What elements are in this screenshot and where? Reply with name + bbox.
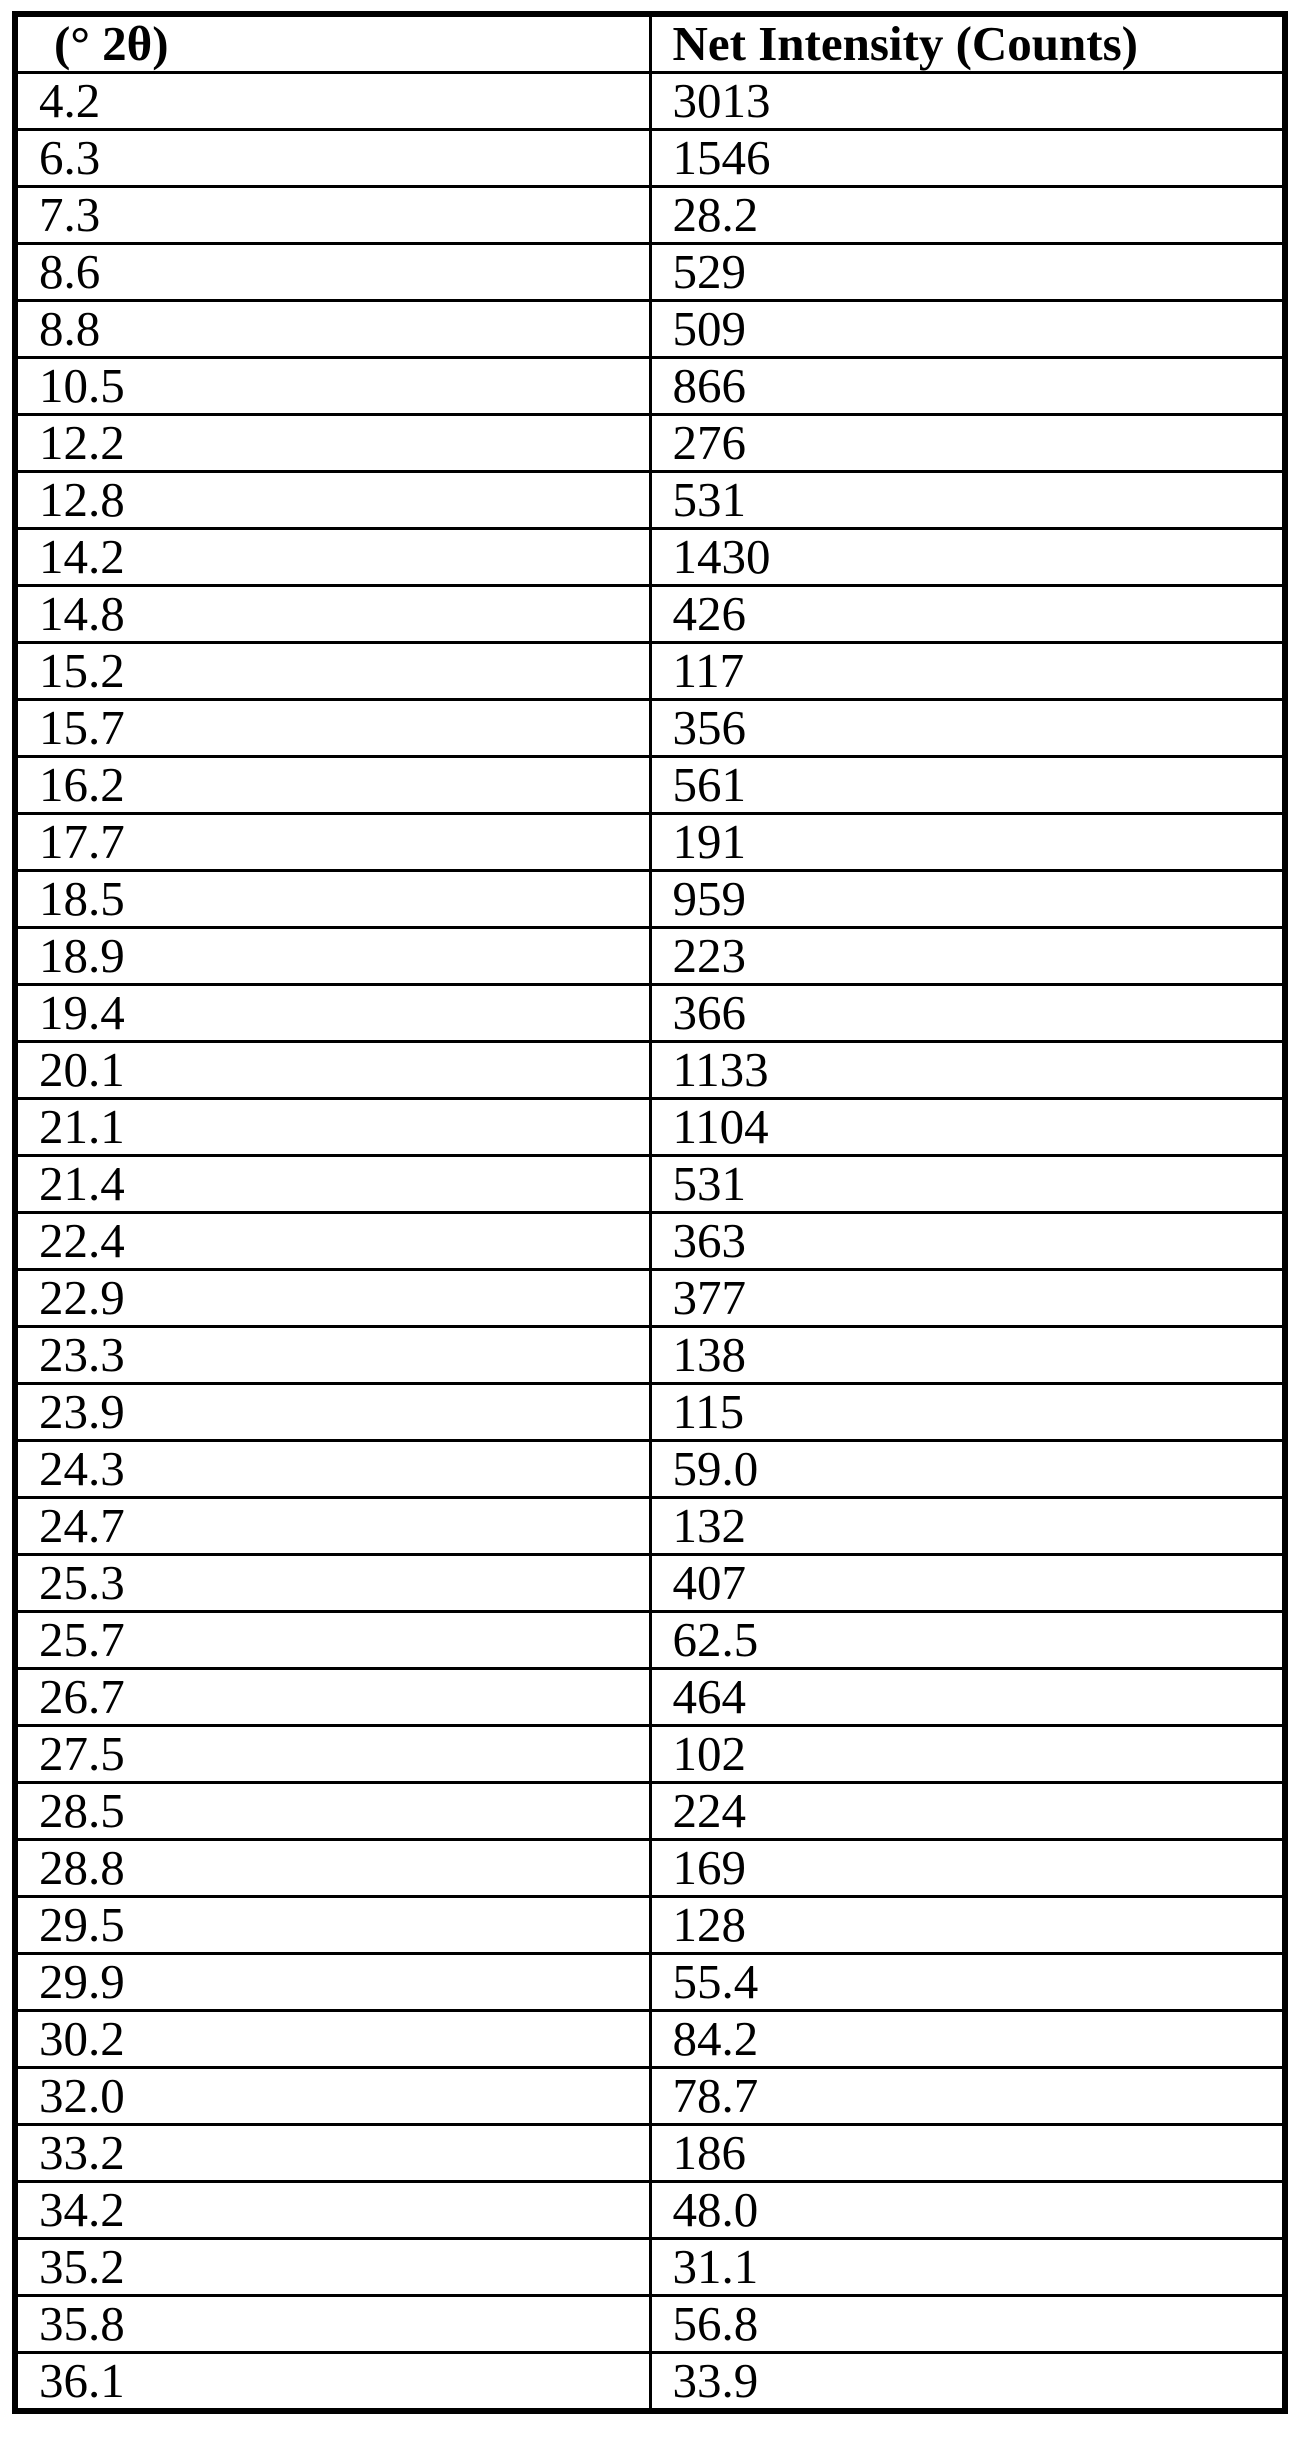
cell-angle: 4.2 — [15, 73, 650, 130]
cell-angle: 35.2 — [15, 2239, 650, 2296]
cell-intensity: 1133 — [650, 1042, 1285, 1099]
cell-intensity: 84.2 — [650, 2011, 1285, 2068]
cell-angle: 29.5 — [15, 1897, 650, 1954]
cell-intensity: 186 — [650, 2125, 1285, 2182]
table-row — [15, 1840, 1285, 1897]
table-row — [15, 871, 1285, 928]
cell-intensity: 28.2 — [650, 187, 1285, 244]
table-row — [15, 244, 1285, 301]
cell-angle: 12.2 — [15, 415, 650, 472]
table-row — [15, 928, 1285, 985]
cell-angle: 17.7 — [15, 814, 650, 871]
cell-intensity: 102 — [650, 1726, 1285, 1783]
table-row — [15, 1042, 1285, 1099]
cell-intensity: 531 — [650, 1156, 1285, 1213]
cell-angle: 8.6 — [15, 244, 650, 301]
cell-angle: 21.4 — [15, 1156, 650, 1213]
cell-intensity: 363 — [650, 1213, 1285, 1270]
cell-angle: 32.0 — [15, 2068, 650, 2125]
cell-angle: 23.3 — [15, 1327, 650, 1384]
table-row — [15, 1270, 1285, 1327]
table-row — [15, 1384, 1285, 1441]
table-row — [15, 1099, 1285, 1156]
xrd-peak-table — [12, 11, 1288, 2414]
cell-intensity: 509 — [650, 301, 1285, 358]
table-row — [15, 1156, 1285, 1213]
cell-intensity: 138 — [650, 1327, 1285, 1384]
table-row — [15, 2296, 1285, 2353]
cell-angle: 29.9 — [15, 1954, 650, 2011]
cell-angle: 23.9 — [15, 1384, 650, 1441]
cell-angle: 28.8 — [15, 1840, 650, 1897]
cell-angle: 10.5 — [15, 358, 650, 415]
table-row — [15, 1897, 1285, 1954]
cell-intensity: 55.4 — [650, 1954, 1285, 2011]
cell-angle: 24.3 — [15, 1441, 650, 1498]
cell-intensity: 959 — [650, 871, 1285, 928]
cell-intensity: 3013 — [650, 73, 1285, 130]
table-header — [15, 14, 1285, 73]
table-row — [15, 1783, 1285, 1840]
cell-intensity: 117 — [650, 643, 1285, 700]
table-row — [15, 1441, 1285, 1498]
cell-intensity: 1104 — [650, 1099, 1285, 1156]
table-row — [15, 586, 1285, 643]
cell-angle: 22.4 — [15, 1213, 650, 1270]
table-row — [15, 2011, 1285, 2068]
cell-intensity: 561 — [650, 757, 1285, 814]
cell-intensity: 128 — [650, 1897, 1285, 1954]
cell-angle: 7.3 — [15, 187, 650, 244]
table-row — [15, 415, 1285, 472]
cell-angle: 22.9 — [15, 1270, 650, 1327]
header-row — [15, 14, 1285, 73]
cell-intensity: 78.7 — [650, 2068, 1285, 2125]
table-row — [15, 1498, 1285, 1555]
cell-angle: 34.2 — [15, 2182, 650, 2239]
table-body — [15, 73, 1285, 2412]
table-row — [15, 73, 1285, 130]
table-row — [15, 358, 1285, 415]
cell-intensity: 464 — [650, 1669, 1285, 1726]
cell-angle: 18.5 — [15, 871, 650, 928]
cell-angle: 18.9 — [15, 928, 650, 985]
cell-intensity: 377 — [650, 1270, 1285, 1327]
cell-intensity: 866 — [650, 358, 1285, 415]
cell-intensity: 366 — [650, 985, 1285, 1042]
cell-angle: 14.8 — [15, 586, 650, 643]
table-row — [15, 301, 1285, 358]
table-row — [15, 2068, 1285, 2125]
cell-angle: 25.7 — [15, 1612, 650, 1669]
table-row — [15, 1213, 1285, 1270]
cell-angle: 33.2 — [15, 2125, 650, 2182]
cell-angle: 28.5 — [15, 1783, 650, 1840]
cell-angle: 36.1 — [15, 2353, 650, 2412]
table-row — [15, 1954, 1285, 2011]
cell-angle: 24.7 — [15, 1498, 650, 1555]
cell-intensity: 1546 — [650, 130, 1285, 187]
cell-angle: 26.7 — [15, 1669, 650, 1726]
cell-angle: 15.7 — [15, 700, 650, 757]
table-row — [15, 1555, 1285, 1612]
cell-intensity: 1430 — [650, 529, 1285, 586]
table-row — [15, 1612, 1285, 1669]
cell-angle: 6.3 — [15, 130, 650, 187]
cell-intensity: 529 — [650, 244, 1285, 301]
cell-angle: 35.8 — [15, 2296, 650, 2353]
table-row — [15, 2125, 1285, 2182]
cell-intensity: 31.1 — [650, 2239, 1285, 2296]
column-header-angle: (° 2θ) — [15, 14, 650, 73]
cell-intensity: 426 — [650, 586, 1285, 643]
cell-angle: 20.1 — [15, 1042, 650, 1099]
table-row — [15, 472, 1285, 529]
table-row — [15, 757, 1285, 814]
column-header-intensity: Net Intensity (Counts) — [650, 14, 1285, 73]
table-row — [15, 187, 1285, 244]
table-row — [15, 1669, 1285, 1726]
cell-intensity: 56.8 — [650, 2296, 1285, 2353]
cell-angle: 30.2 — [15, 2011, 650, 2068]
cell-intensity: 356 — [650, 700, 1285, 757]
cell-angle: 15.2 — [15, 643, 650, 700]
cell-intensity: 59.0 — [650, 1441, 1285, 1498]
table-row — [15, 2182, 1285, 2239]
cell-angle: 12.8 — [15, 472, 650, 529]
table-row — [15, 2353, 1285, 2412]
cell-angle: 8.8 — [15, 301, 650, 358]
table-row — [15, 700, 1285, 757]
table-row — [15, 814, 1285, 871]
table-row — [15, 130, 1285, 187]
cell-intensity: 191 — [650, 814, 1285, 871]
cell-intensity: 115 — [650, 1384, 1285, 1441]
cell-intensity: 132 — [650, 1498, 1285, 1555]
cell-intensity: 33.9 — [650, 2353, 1285, 2412]
cell-intensity: 276 — [650, 415, 1285, 472]
table-row — [15, 1327, 1285, 1384]
cell-intensity: 223 — [650, 928, 1285, 985]
cell-intensity: 531 — [650, 472, 1285, 529]
table-row — [15, 2239, 1285, 2296]
cell-angle: 25.3 — [15, 1555, 650, 1612]
cell-intensity: 48.0 — [650, 2182, 1285, 2239]
cell-angle: 19.4 — [15, 985, 650, 1042]
table-row — [15, 985, 1285, 1042]
cell-angle: 27.5 — [15, 1726, 650, 1783]
cell-intensity: 169 — [650, 1840, 1285, 1897]
cell-intensity: 407 — [650, 1555, 1285, 1612]
cell-angle: 14.2 — [15, 529, 650, 586]
table-row — [15, 529, 1285, 586]
table-row — [15, 643, 1285, 700]
cell-intensity: 62.5 — [650, 1612, 1285, 1669]
cell-angle: 21.1 — [15, 1099, 650, 1156]
cell-intensity: 224 — [650, 1783, 1285, 1840]
cell-angle: 16.2 — [15, 757, 650, 814]
table-row — [15, 1726, 1285, 1783]
